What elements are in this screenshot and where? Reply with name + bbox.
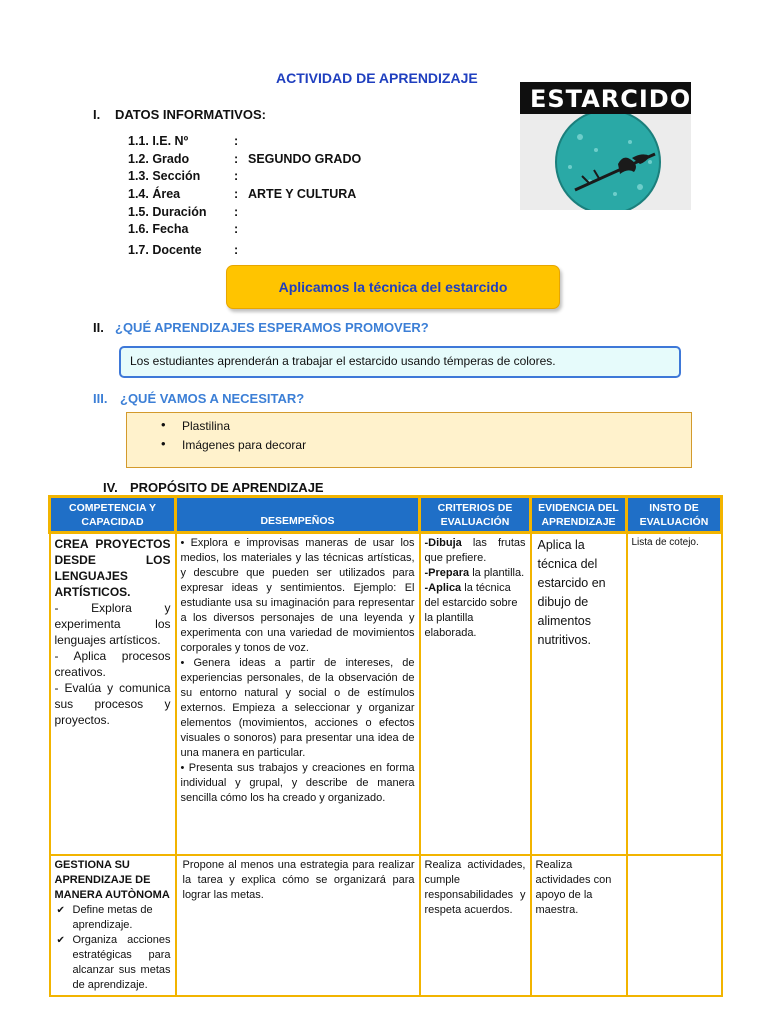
evidencia-cell: Aplica la técnica del estarcido en dibujo de alimentos nutritivos.: [531, 533, 627, 855]
section-label: ¿QUÉ VAMOS A NECESITAR?: [120, 391, 305, 406]
page-title: ACTIVIDAD DE APRENDIZAJE: [276, 70, 478, 86]
section-proposito: [103, 480, 324, 495]
info-value: SEGUNDO GRADO: [248, 152, 362, 166]
materials-list: [127, 413, 691, 453]
section-necesitar: [93, 391, 304, 406]
criterio-item: -Aplica la técnica del estarcido sobre la plantilla elaborada.: [424, 582, 518, 639]
info-colon: :: [234, 222, 239, 236]
criterios-cell: Realiza actividades, cumple responsabilidades y respeta acuerdos.: [420, 855, 531, 996]
activity-title-banner: [226, 265, 560, 309]
competencia-title: CREA PROYECTOS DESDE LOS LENGUAJES ARTÍSTICOS.: [54, 537, 171, 599]
desempeno-item: • Genera ideas a partir de intereses, de experiencias personales, de la observación de su entorno natural y social o de estímulos externos. Empieza a seleccionar y organizar elementos (movimientos, acciones o efectos visuales o sonoros) para presentar una idea de una manera en particular.: [180, 657, 415, 759]
photo-banner: [520, 82, 691, 114]
section-number: I.: [93, 107, 101, 122]
info-label: 1.3. Sección: [128, 169, 201, 183]
info-value: ARTE Y CULTURA: [248, 187, 357, 201]
desempeno-item: • Explora e improvisas maneras de usar los medios, los materiales y las técnicas artísticas, y descubre que pueden ser utilizados para expresar ideas y sentimientos. Ejemplo: El estudiante usa su imaginación para representar a los diversos personajes de una leyenda y experimenta con una variedad de movimientos corporales y tonos de voz.: [180, 537, 415, 654]
instrumento-cell: Lista de cotejo.: [627, 533, 722, 855]
competencia-cell: [50, 855, 176, 996]
info-label: 1.7. Docente: [128, 243, 202, 257]
info-colon: :: [234, 243, 239, 257]
instrumento-cell: [627, 855, 722, 996]
section-number: II.: [93, 320, 104, 335]
info-colon: :: [234, 187, 239, 201]
capacidad-item: ✔ Organiza acciones estratégicas para alcanzar sus metas de aprendizaje.: [73, 933, 171, 993]
capacidad-item: - Explora y experimenta los lenguajes artísticos.: [54, 601, 171, 647]
info-label: 1.2. Grado: [128, 152, 190, 166]
activity-title: Aplicamos la técnica del estarcido: [278, 279, 508, 295]
section-label: DATOS INFORMATIVOS:: [115, 107, 266, 122]
section-datos-informativos: [93, 107, 266, 122]
learning-goal-box: [119, 346, 681, 378]
info-label: 1.6. Fecha: [128, 222, 189, 236]
info-colon: :: [234, 134, 239, 148]
section-number: III.: [93, 391, 108, 406]
desempenos-cell: [176, 533, 420, 855]
header-criterios: CRITERIOS DE EVALUACIÓN: [420, 497, 531, 533]
table-row: [50, 533, 722, 855]
materials-box: [126, 412, 692, 468]
capacidad-item: ✔ Define metas de aprendizaje.: [73, 903, 171, 933]
learning-goal-text: Los estudiantes aprenderán a trabajar el estarcido usando témperas de colores.: [130, 354, 556, 368]
header-desempenos: DESEMPEÑOS: [176, 497, 420, 533]
desempenos-cell: Propone al menos una estrategia para realizar la tarea y explica cómo se organizará para lograr las metas.: [176, 855, 420, 996]
table-row: [50, 855, 722, 996]
capacidad-list: [55, 903, 171, 993]
info-colon: :: [234, 152, 239, 166]
list-item: • Plastilina: [182, 418, 691, 434]
capacidad-item: - Evalúa y comunica sus procesos y proyectos.: [54, 681, 171, 727]
section-aprendizajes: [93, 320, 429, 335]
header-instrumento: INSTO DE EVALUACIÓN: [627, 497, 722, 533]
list-item: • Imágenes para decorar: [182, 437, 691, 453]
evidencia-cell: Realiza actividades con apoyo de la maestra.: [531, 855, 627, 996]
competencia-title: GESTIONA SU APRENDIZAJE DE MANERA AUTÒNOMA: [54, 858, 170, 901]
criterio-item: -Dibuja las frutas que prefiere.: [424, 537, 526, 564]
section-label: ¿QUÉ APRENDIZAJES ESPERAMOS PROMOVER?: [115, 320, 429, 335]
info-label: 1.4. Área: [128, 187, 181, 201]
capacidad-item: - Aplica procesos creativos.: [54, 649, 171, 679]
info-label: 1.5. Duración: [128, 205, 207, 219]
info-label: 1.1. I.E. Nº: [128, 134, 189, 148]
section-label: PROPÓSITO DE APRENDIZAJE: [130, 480, 324, 495]
section-number: IV.: [103, 480, 118, 495]
info-colon: :: [234, 169, 239, 183]
table-header-row: [50, 497, 722, 533]
info-colon: :: [234, 205, 239, 219]
header-evidencia: EVIDENCIA DEL APRENDIZAJE: [531, 497, 627, 533]
header-competencia: COMPETENCIA Y CAPACIDAD: [50, 497, 176, 533]
desempeno-item: • Presenta sus trabajos y creaciones en forma individual y grupal, y describe de manera sencilla cómo los ha creado y organizado.: [180, 762, 415, 804]
learning-purpose-table: [48, 495, 723, 997]
criterio-item: -Prepara la plantilla.: [424, 567, 525, 579]
criterios-cell: [420, 533, 531, 855]
estarcido-photo: [520, 82, 691, 210]
competencia-cell: [50, 533, 176, 855]
photo-banner-text: ESTARCIDO: [530, 85, 691, 113]
